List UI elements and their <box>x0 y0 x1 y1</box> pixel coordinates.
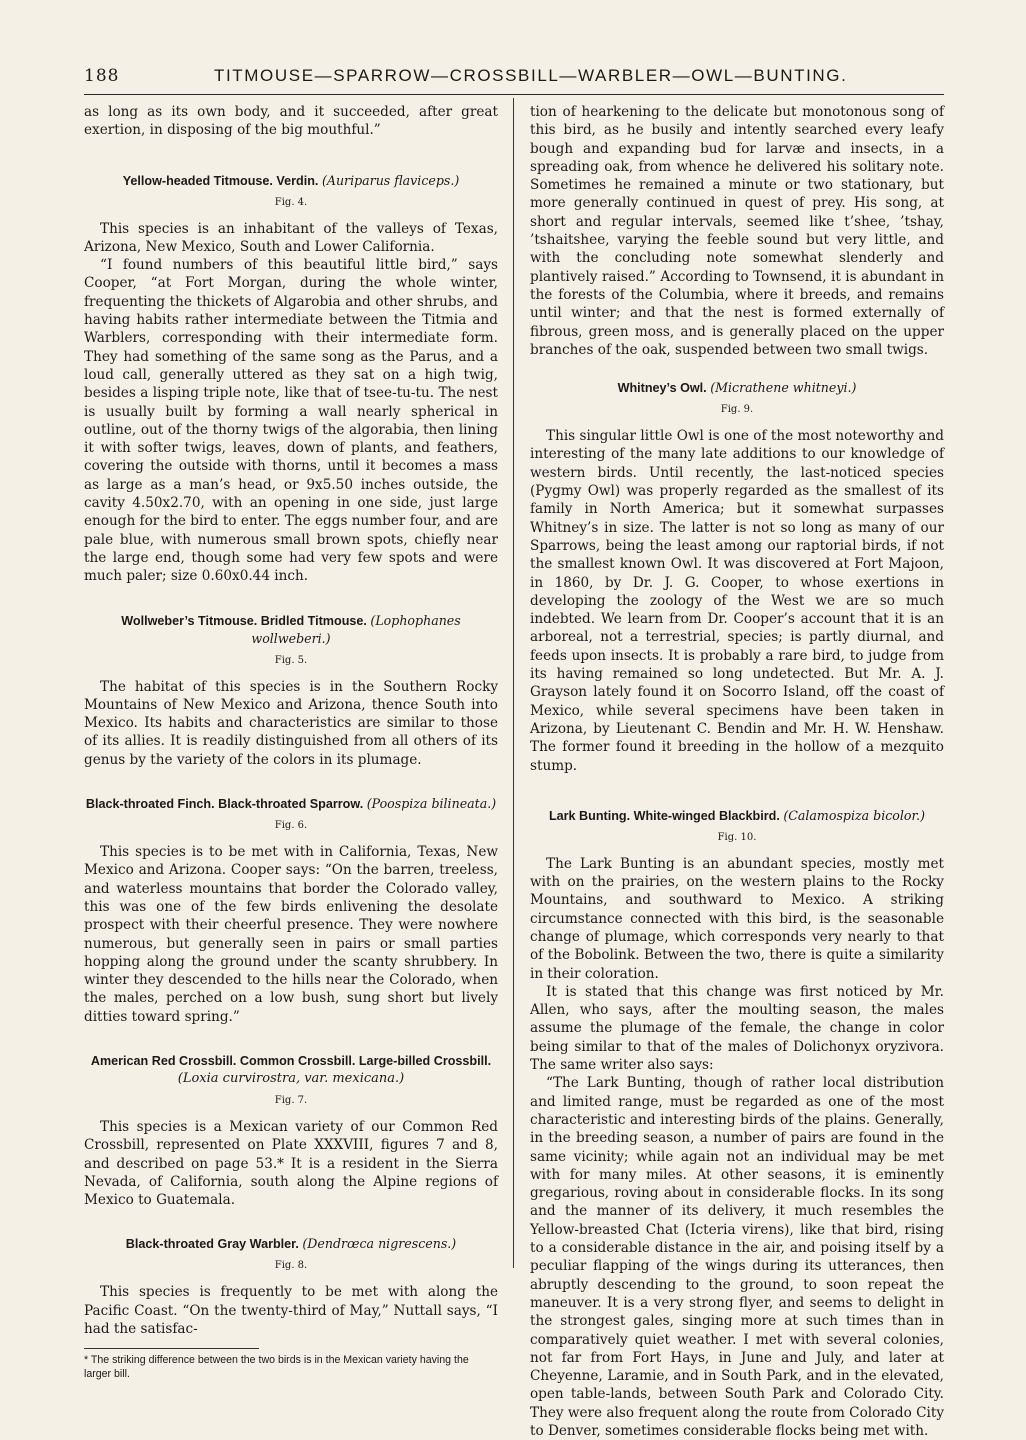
paragraph: The Lark Bunting is an abundant species, mostly met with on the prairies, on the western plains to the Rocky Mountains, and southward to Mexico. A striking circumstance connected with this bird, is the seasonable change of plumage, which corresponds very nearly to that of the Bobolink. Between the two, there is quite a similarity in their coloration. <box>530 855 944 982</box>
running-head: TITMOUSE—SPARROW—CROSSBILL—WARBLER—OWL—BUNTING. <box>214 66 848 85</box>
paragraph: “I found numbers of this beautiful little bird,” says Cooper, “at Fort Morgan, during the whole winter, frequenting the thickets of Algarobia and other shrubs, and having habits rather intermediate between the Titmia and Warblers, corresponding with their intermediate form. They had something of the same song as the Parus, and a loud call, generally uttered as they sat on a high twig, besides a lisping triple note, like that of tsee-tu-tu. The nest is usually built by forming a wall nearly spherical in outline, out of the thorny twigs of the algorabia, then lining it with softer twigs, leaves, down of plants, and feathers, covering the outside with thorns, until it becomes a mass as large as a man’s head, or 9x5.50 inches outside, the cavity 4.50x2.70, with an opening in one side, just large enough for the bird to enter. The eggs number four, and are pale blue, with numerous small brown spots, chiefly near the large end, though some had very few spots and were much paler; size 0.60x0.44 inch. <box>84 257 498 585</box>
section-heading-american-red-crossbill: American Red Crossbill. Common Crossbill. Large-billed Crossbill. <box>90 1053 492 1068</box>
section-heading-yellow-headed-titmouse: Yellow-headed Titmouse. Verdin. (Auriparus flaviceps.) <box>122 172 460 188</box>
figure-ref: Fig. 7. <box>274 1094 308 1106</box>
figure-ref: Fig. 8. <box>274 1260 308 1272</box>
right-intro-text: tion of hearkening to the delicate but monotonous song of this bird, as he busily and intently searched every leafy bough and expanding bud for larvæ and insects, in a spreading oak, from whence he delivered his solitary note. Sometimes he remained a minute or two stationary, but more generally continued in quest of prey. His song, at short and regular intervals, seemed like t’shee, ’tshay, ’tshaitshee, varying the feeble sound but very little, and with the concluding note somewhat slenderly and plantively raised.” According to Townsend, it is abundant in the forests of the Columbia, where it breeds, and remains until winter; and that the nest is formed externally of fibrous, green moss, and is generally placed on the upper branches of the oak, suspended between two small twigs. <box>530 104 944 358</box>
left-intro-text: as long as its own body, and it succeeded, after great exertion, in disposing of the big mouthful.” <box>84 104 498 139</box>
section-heading-black-throated-gray-warbler: Black-throated Gray Warbler. (Dendrœca nigrescens.) <box>125 1236 457 1252</box>
paragraph: This singular little Owl is one of the most noteworthy and interesting of the many late additions to our knowledge of western birds. Until recently, the last-noticed species (Pygmy Owl) was properly regarded as the smallest of its family in North America; but it somewhat surpasses Whitney’s in size. The latter is not so long as many of our Sparrows, being the least among our raptorial birds, if not the smallest known Owl. It was discovered at Fort Majoon, in 1860, by Dr. J. G. Cooper, to whose exertions in developing the zoology of the West we are so much indebted. We learn from Dr. Cooper’s account that it is an arboreal, not a terrestrial, species; is partly diurnal, and feeds upon insects. It is probably a rare bird, to judge from its having remained so long undetected. But Mr. A. J. Grayson lately found it on Socorro Island, off the coast of Mexico, while several specimens have been taken in Arizona, by Lieutenant C. Bendin and Mr. H. W. Henshaw. The former found it breeding in the hollow of a mezquito stump. <box>530 428 944 774</box>
scientific-name: (Calamospiza bicolor.) <box>783 807 926 823</box>
scientific-name: (Lophophanes wollweberi.) <box>251 612 461 646</box>
section-heading-wollwebers-titmouse: Wollweber’s Titmouse. Bridled Titmouse. (Lophophanes wollweberi.) <box>121 612 461 646</box>
paragraph: The habitat of this species is in the Southern Rocky Mountains of New Mexico and Arizona, thence South into Mexico. Its habits and characteristics are similar to those of its allies. It is readily distinguished from all others of its genus by the variety of the colors in its plumage. <box>84 678 498 768</box>
section-heading-black-throated-finch: Black-throated Finch. Black-throated Sparrow. (Poospiza bilineata.) <box>85 796 497 812</box>
header-rule <box>84 94 944 95</box>
scientific-name: (Micrathene whitneyi.) <box>710 380 857 396</box>
figure-ref: Fig. 10. <box>717 831 757 843</box>
page-number: 188 <box>84 66 120 86</box>
figure-ref: Fig. 6. <box>274 820 308 832</box>
figure-ref: Fig. 9. <box>720 404 754 416</box>
paragraph: This species is to be met with in California, Texas, New Mexico and Arizona. Cooper says: “On the barren, treeless, and waterless mountains that border the Colorado valley, this was one of the few birds enlivening the desolate prospect with their cheerful presence. They were nowhere numerous, but generally seen in pairs or small parties hopping along the ground under the scanty shrubbery. In winter they descended to the hills near the Colorado, when the males, perched on a low bush, sung short but lively ditties toward spring.” <box>84 844 498 1025</box>
footnote-rule <box>84 1348 259 1349</box>
column-divider <box>513 98 514 1268</box>
section-heading-whitneys-owl: Whitney’s Owl. (Micrathene whitneyi.) <box>617 380 857 396</box>
paragraph: This species is a Mexican variety of our Common Red Crossbill, represented on Plate XXXVIII, figures 7 and 8, and described on page 53.* It is a resident in the Sierra Nevada, of California, south along the Alpine regions of Mexico to Guatemala. <box>84 1118 498 1209</box>
section-heading-lark-bunting: Lark Bunting. White-winged Blackbird. (Calamospiza bicolor.) <box>548 807 926 823</box>
left-column <box>84 103 498 1381</box>
paragraph: This species is frequently to be met with along the Pacific Coast. “On the twenty-third of May,” Nuttall says, “I had the satisfac- <box>84 1284 498 1338</box>
paragraph: It is stated that this change was first noticed by Mr. Allen, who says, after the moulting season, the males assume the plumage of the female, the change in color being similar to that of the males of Dolichonyx oryzivora. The same writer also says: <box>530 983 944 1074</box>
figure-ref: Fig. 5. <box>274 654 308 666</box>
right-column <box>530 103 944 1440</box>
scientific-name: (Auriparus flaviceps.) <box>321 172 460 188</box>
scientific-name: (Loxia curvirostra, var. mexicana.) <box>177 1070 405 1086</box>
scientific-name: (Dendrœca nigrescens.) <box>302 1236 457 1252</box>
footnote: * The striking difference between the two birds is in the Mexican variety having the larger bill. <box>84 1354 469 1381</box>
paragraph: This species is an inhabitant of the valleys of Texas, Arizona, New Mexico, South and Lower California. <box>84 220 498 255</box>
paragraph: “The Lark Bunting, though of rather local distribution and limited range, must be regarded as one of the most characteristic and interesting birds of the plains. Generally, in the breeding season, a number of pairs are found in the same vicinity; while again not an individual may be met with for many miles. At other seasons, it is eminently gregarious, roving about in considerable flocks. In its song and the manner of its delivery, it much resembles the Yellow-breasted Chat (Icteria virens), like that bird, rising to a considerable distance in the air, and poising itself by a peculiar flapping of the wings during its utterances, then abruptly descending to the ground, to soon repeat the maneuver. It is a very strong flyer, and seems to delight in the strongest gales, singing more at such times than in comparatively quiet weather. I met with several colonies, not far from Fort Hays, in June and July, and later at Cheyenne, Laramie, and in South Park, and in the elevated, open table-lands, between South Park and Colorado City. They were also frequent along the route from Colorado City to Denver, sometimes considerable flocks being met with. <box>530 1075 944 1439</box>
figure-ref: Fig. 4. <box>274 196 308 208</box>
page-header <box>84 66 944 96</box>
scientific-name: (Poospiza bilineata.) <box>366 796 497 812</box>
